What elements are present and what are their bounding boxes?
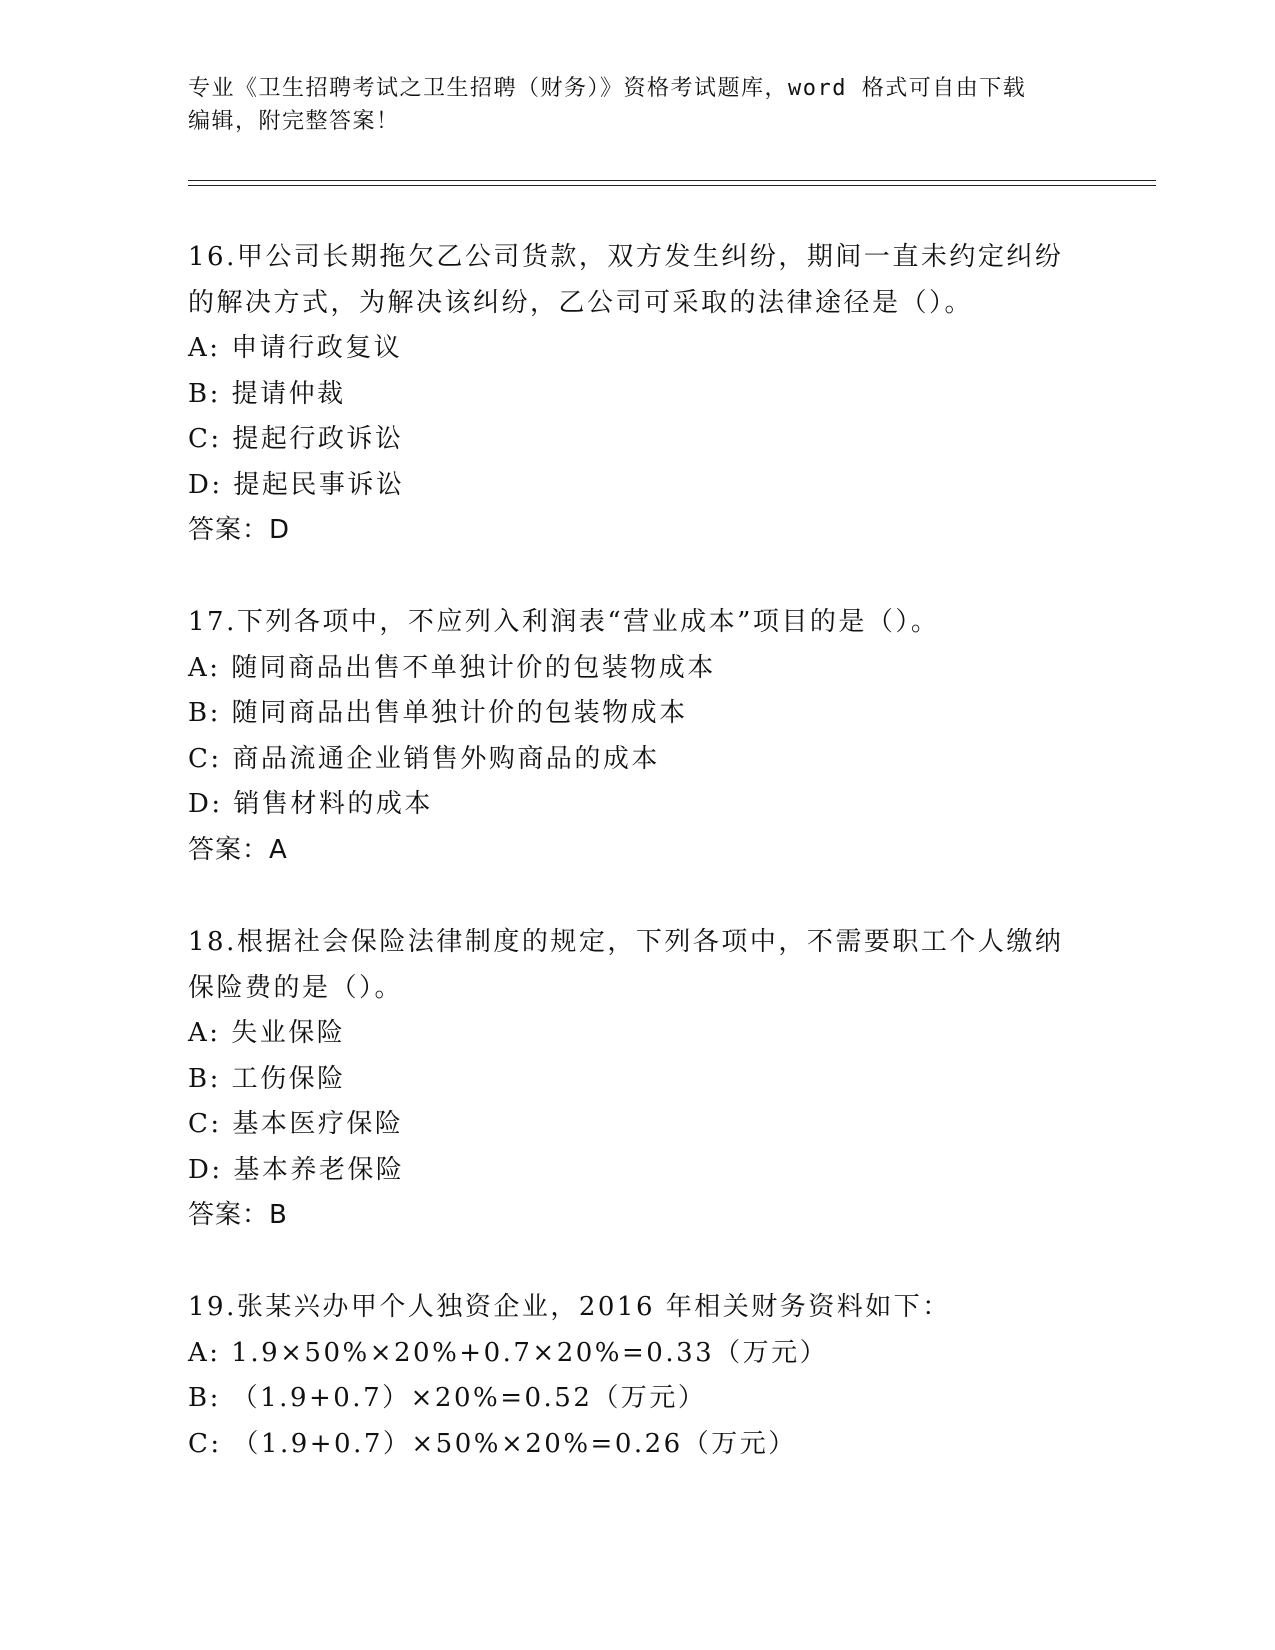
option-b: B: （1.9+0.7）×20%=0.52（万元） xyxy=(188,1383,707,1413)
option-a: A: 失业保险 xyxy=(188,1018,346,1048)
option-c: C: 基本医疗保险 xyxy=(188,1109,404,1139)
option-d: D: 基本养老保险 xyxy=(188,1154,405,1185)
header-divider-top xyxy=(188,180,1156,181)
option-a: A: 申请行政复议 xyxy=(188,333,403,363)
option-a: A: 1.9×50%×20%+0.7×20%=0.33（万元） xyxy=(188,1337,829,1368)
option-b: B: 随同商品出售单独计价的包装物成本 xyxy=(188,698,688,728)
option-c: C: 提起行政诉讼 xyxy=(188,424,404,454)
header-line-2: 编辑，附完整答案！ xyxy=(188,109,400,134)
answer-label: 答案：A xyxy=(188,834,288,865)
option-c: C: （1.9+0.7）×50%×20%=0.26（万元） xyxy=(188,1428,797,1459)
question-17 xyxy=(188,600,1088,873)
question-stem: 保险费的是（）。 xyxy=(188,972,404,1003)
question-18 xyxy=(188,920,1088,1239)
header-line-1: 专业《卫生招聘考试之卫生招聘（财务）》资格考试题库，word 格式可自由下载 xyxy=(188,76,1027,101)
question-stem: 的解决方式，为解决该纠纷，乙公司可采取的法律途径是（）。 xyxy=(188,287,974,318)
question-19 xyxy=(188,1285,1088,1467)
option-a: A: 随同商品出售不单独计价的包装物成本 xyxy=(188,652,716,683)
document-header xyxy=(188,72,1068,138)
header-divider-bottom xyxy=(188,185,1156,186)
answer-label: 答案：D xyxy=(188,515,291,545)
answer-label: 答案：B xyxy=(188,1200,288,1230)
question-stem: 16.甲公司长期拖欠乙公司货款，双方发生纠纷，期间一直未约定纠纷 xyxy=(188,242,1064,272)
question-stem: 18.根据社会保险法律制度的规定，下列各项中，不需要职工个人缴纳 xyxy=(188,927,1064,957)
option-d: D: 提起民事诉讼 xyxy=(188,469,405,500)
option-c: C: 商品流通企业销售外购商品的成本 xyxy=(188,743,660,774)
option-b: B: 提请仲裁 xyxy=(188,378,346,409)
question-16 xyxy=(188,235,1088,554)
question-stem: 19.张某兴办甲个人独资企业，2016 年相关财务资料如下： xyxy=(188,1292,951,1322)
option-b: B: 工伤保险 xyxy=(188,1063,346,1094)
question-stem: 17.下列各项中，不应列入利润表“营业成本”项目的是（）。 xyxy=(188,607,940,637)
option-d: D: 销售材料的成本 xyxy=(188,789,433,819)
